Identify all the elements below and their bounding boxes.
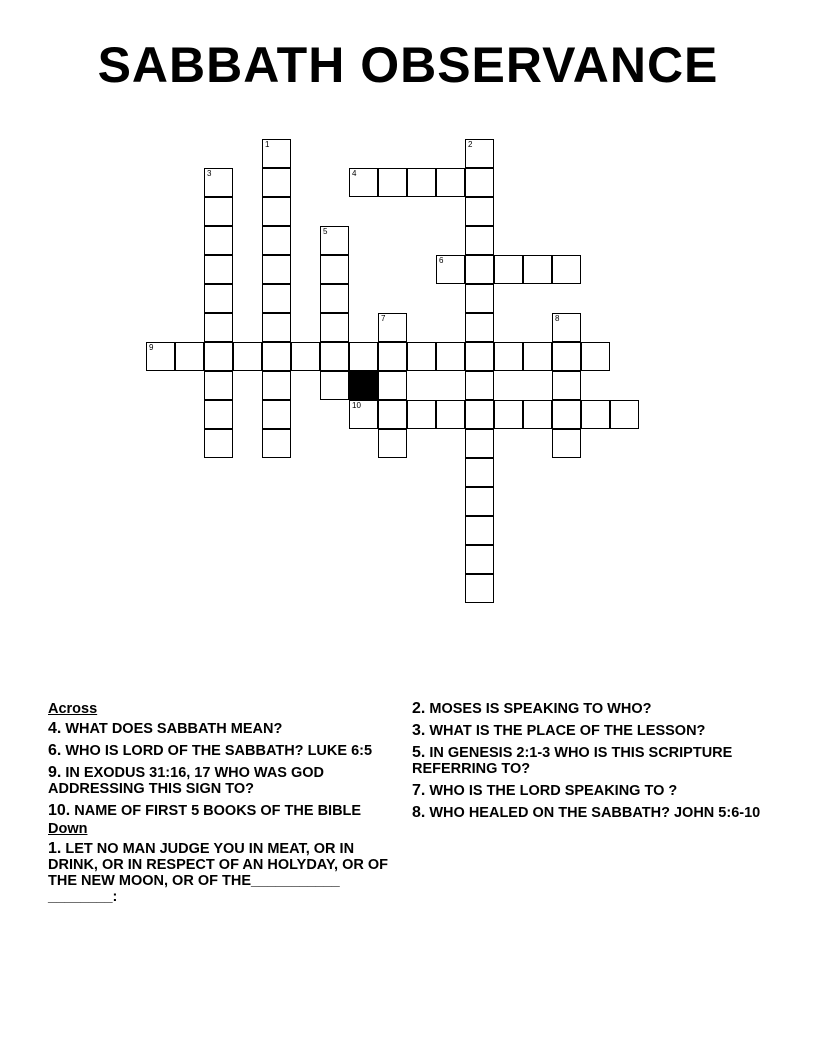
cell-number: 10: [352, 401, 361, 410]
across-heading: Across: [48, 701, 98, 717]
grid-cell[interactable]: [349, 400, 378, 429]
clue-text: LET NO MAN JUDGE YOU IN MEAT, OR IN DRINK, OR IN RESPECT OF AN HOLYDAY, OR OF THE NEW MOON, OR OF THE___________ ________:: [48, 841, 388, 905]
grid-cell[interactable]: [262, 313, 291, 342]
grid-cell[interactable]: [465, 168, 494, 197]
grid-cell[interactable]: [262, 342, 291, 371]
down-heading: Down: [48, 821, 88, 837]
grid-cell[interactable]: [436, 400, 465, 429]
grid-cell[interactable]: [552, 313, 581, 342]
grid-cell[interactable]: [494, 342, 523, 371]
grid-cell[interactable]: [262, 168, 291, 197]
grid-cell[interactable]: [407, 342, 436, 371]
cell-number: 3: [207, 169, 212, 178]
cell-number: 9: [149, 343, 154, 352]
grid-cell[interactable]: [175, 342, 204, 371]
grid-cell[interactable]: [436, 168, 465, 197]
grid-cell[interactable]: [204, 313, 233, 342]
grid-cell[interactable]: [262, 429, 291, 458]
clues-right-column: [412, 701, 762, 827]
grid-cell[interactable]: [204, 255, 233, 284]
grid-cell[interactable]: [465, 516, 494, 545]
grid-cell[interactable]: [552, 429, 581, 458]
grid-cell[interactable]: [320, 255, 349, 284]
clue-text: WHAT DOES SABBATH MEAN?: [65, 721, 283, 737]
clue-down-2: [412, 701, 762, 717]
grid-cell[interactable]: [465, 574, 494, 603]
grid-cell[interactable]: [552, 342, 581, 371]
grid-cell[interactable]: [291, 342, 320, 371]
grid-cell[interactable]: [349, 168, 378, 197]
grid-cell[interactable]: [320, 371, 349, 400]
clue-number: 3.: [412, 722, 426, 739]
grid-cell[interactable]: [320, 284, 349, 313]
grid-cell[interactable]: [204, 284, 233, 313]
grid-cell[interactable]: [465, 197, 494, 226]
grid-cell[interactable]: [465, 284, 494, 313]
clue-across-9: [48, 765, 398, 797]
grid-cell[interactable]: [233, 342, 262, 371]
grid-cell[interactable]: [465, 429, 494, 458]
grid-cell[interactable]: [465, 342, 494, 371]
clue-text: WHAT IS THE PLACE OF THE LESSON?: [429, 723, 706, 739]
clue-down-5: [412, 745, 762, 777]
grid-cell[interactable]: [204, 342, 233, 371]
clue-down-1: [48, 841, 398, 905]
clue-number: 8.: [412, 804, 426, 821]
grid-cell[interactable]: [146, 342, 175, 371]
grid-cell[interactable]: [204, 168, 233, 197]
grid-cell[interactable]: [378, 371, 407, 400]
clue-number: 7.: [412, 782, 426, 799]
cell-number: 7: [381, 314, 386, 323]
cell-number: 1: [265, 140, 270, 149]
clue-down-8: [412, 805, 762, 821]
clue-number: 10.: [48, 802, 71, 819]
clue-number: 4.: [48, 720, 62, 737]
grid-cell[interactable]: [204, 400, 233, 429]
clue-number: 1.: [48, 840, 62, 857]
grid-cell[interactable]: [378, 168, 407, 197]
grid-cell[interactable]: [349, 342, 378, 371]
grid-cell[interactable]: [407, 168, 436, 197]
clues-left-column: [48, 701, 398, 911]
grid-cell[interactable]: [204, 197, 233, 226]
grid-cell[interactable]: [378, 429, 407, 458]
grid-cell[interactable]: [262, 139, 291, 168]
grid-cell[interactable]: [494, 255, 523, 284]
grid-cell[interactable]: [465, 487, 494, 516]
black-square: [349, 371, 378, 400]
grid-cell[interactable]: [378, 400, 407, 429]
grid-cell[interactable]: [465, 226, 494, 255]
grid-cell[interactable]: [378, 342, 407, 371]
grid-cell[interactable]: [523, 255, 552, 284]
grid-cell[interactable]: [465, 545, 494, 574]
clue-number: 6.: [48, 742, 62, 759]
cell-number: 2: [468, 140, 473, 149]
clue-text: NAME OF FIRST 5 BOOKS OF THE BIBLE: [74, 803, 362, 819]
grid-cell[interactable]: [320, 226, 349, 255]
grid-cell[interactable]: [262, 255, 291, 284]
grid-cell[interactable]: [581, 342, 610, 371]
cell-number: 6: [439, 256, 444, 265]
cell-number: 4: [352, 169, 357, 178]
grid-cell[interactable]: [552, 371, 581, 400]
grid-cell[interactable]: [320, 313, 349, 342]
grid-cell[interactable]: [465, 458, 494, 487]
grid-cell[interactable]: [465, 371, 494, 400]
clue-number: 5.: [412, 744, 426, 761]
grid-cell[interactable]: [407, 400, 436, 429]
grid-cell[interactable]: [465, 313, 494, 342]
clue-text: IN GENESIS 2:1-3 WHO IS THIS SCRIPTURE REFERRING TO?: [412, 745, 733, 777]
grid-cell[interactable]: [494, 400, 523, 429]
clue-down-7: [412, 783, 762, 799]
grid-cell[interactable]: [523, 342, 552, 371]
grid-cell[interactable]: [523, 400, 552, 429]
cell-number: 8: [555, 314, 560, 323]
grid-cell[interactable]: [204, 429, 233, 458]
clue-number: 2.: [412, 700, 426, 717]
grid-cell[interactable]: [262, 400, 291, 429]
clue-across-4: [48, 721, 398, 737]
grid-cell[interactable]: [262, 197, 291, 226]
grid-cell[interactable]: [465, 400, 494, 429]
grid-cell[interactable]: [581, 400, 610, 429]
grid-cell[interactable]: [262, 226, 291, 255]
grid-cell[interactable]: [610, 400, 639, 429]
grid-cell[interactable]: [436, 342, 465, 371]
page-title: SABBATH OBSERVANCE: [97, 37, 719, 93]
clue-across-6: [48, 743, 398, 759]
grid-cell[interactable]: [378, 313, 407, 342]
grid-cell[interactable]: [465, 139, 494, 168]
clue-across-10: [48, 803, 398, 819]
grid-cell[interactable]: [262, 371, 291, 400]
clue-text: WHO HEALED ON THE SABBATH? JOHN 5:6-10: [429, 805, 761, 821]
clue-text: IN EXODUS 31:16, 17 WHO WAS GOD ADDRESSING THIS SIGN TO?: [48, 765, 325, 797]
grid-cell[interactable]: [465, 255, 494, 284]
grid-cell[interactable]: [204, 371, 233, 400]
clue-number: 9.: [48, 764, 62, 781]
grid-cell[interactable]: [436, 255, 465, 284]
grid-cell[interactable]: [262, 284, 291, 313]
clue-text: MOSES IS SPEAKING TO WHO?: [429, 701, 652, 717]
grid-cell[interactable]: [552, 255, 581, 284]
grid-cell[interactable]: [320, 342, 349, 371]
clue-text: WHO IS LORD OF THE SABBATH? LUKE 6:5: [65, 743, 373, 759]
clue-down-3: [412, 723, 762, 739]
clue-text: WHO IS THE LORD SPEAKING TO ?: [429, 783, 678, 799]
grid-cell[interactable]: [204, 226, 233, 255]
cell-number: 5: [323, 227, 328, 236]
grid-cell[interactable]: [552, 400, 581, 429]
